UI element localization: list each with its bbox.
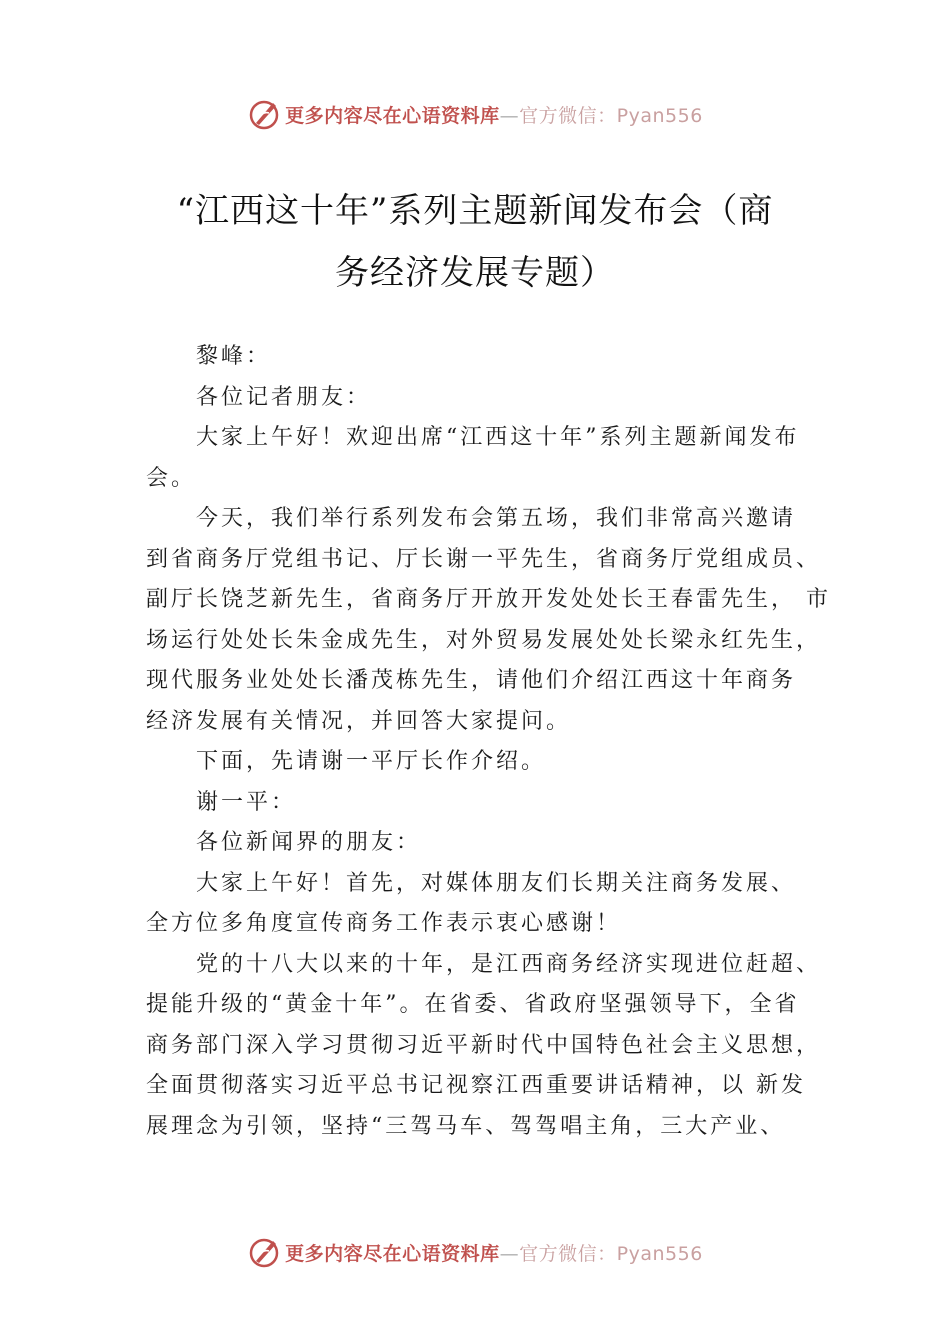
body-line: 大家上午好！首先，对媒体朋友们长期关注商务发展、 [196, 870, 797, 896]
body-line: 展理念为引领，坚持“三驾马车、驾驾唱主角，三大产业、 [146, 1113, 786, 1139]
body-line: 会。 [146, 465, 197, 491]
body-line: 全面贯彻落实习近平总书记视察江西重要讲话精神，以 新发 [146, 1073, 806, 1098]
body-line: 谢一平： [196, 789, 297, 815]
banner-text [285, 1239, 703, 1266]
body-line: 现代服务业处处长潘茂栋先生，请他们介绍江西这十年商务 [146, 668, 797, 693]
document-title [140, 180, 810, 304]
body-line: 经济发展有关情况，并回答大家提问。 [146, 708, 572, 734]
pen-seal-icon [247, 97, 281, 131]
body-line: 黎峰： [196, 344, 272, 369]
body-line: 今天，我们举行系列发布会第五场，我们非常高兴邀请 [196, 506, 797, 531]
body-line: 党的十八大以来的十年，是江西商务经济实现进位赶超、 [196, 951, 822, 977]
body-line: 下面，先请谢一平厅长作介绍。 [196, 749, 547, 774]
header-banner [0, 94, 950, 134]
body-line: 场运行处处长朱金成先生，对外贸易发展处处长梁永红先生， [146, 627, 822, 653]
title-line-1: “江西这十年”系列主题新闻发布会（商 [176, 191, 774, 231]
banner-text [285, 101, 703, 128]
body-line: 大家上午好！欢迎出席“江西这十年”系列主题新闻发布 [196, 425, 800, 450]
banner-main-text: 更多内容尽在心语资料库 [285, 104, 500, 127]
banner-separator: — [499, 104, 520, 127]
body-line: 提能升级的“黄金十年”。在省委、省政府坚强领导下，全省 [146, 992, 800, 1017]
body-line: 到省商务厅党组书记、厅长谢一平先生，省商务厅党组成员、 [146, 546, 822, 572]
title-line-2: 务经济发展专题） [335, 253, 615, 293]
banner-main-text: 更多内容尽在心语资料库 [285, 1242, 500, 1265]
body-line: 商务部门深入学习贯彻习近平新时代中国特色社会主义思想， [146, 1032, 822, 1058]
body-line: 副厅长饶芝新先生，省商务厅开放开发处处长王春雷先生， 市 [146, 587, 831, 612]
body-line: 各位记者朋友： [196, 384, 372, 410]
body-line: 各位新闻界的朋友： [196, 830, 422, 855]
banner-wechat-text: 官方微信：Pyan556 [519, 104, 703, 127]
footer-banner [0, 1232, 950, 1272]
banner-separator: — [499, 1242, 520, 1265]
document-body [146, 337, 831, 1147]
banner-wechat-text: 官方微信：Pyan556 [519, 1242, 703, 1265]
body-line: 全方位多角度宣传商务工作表示衷心感谢！ [146, 911, 622, 936]
pen-seal-icon [247, 1235, 281, 1269]
